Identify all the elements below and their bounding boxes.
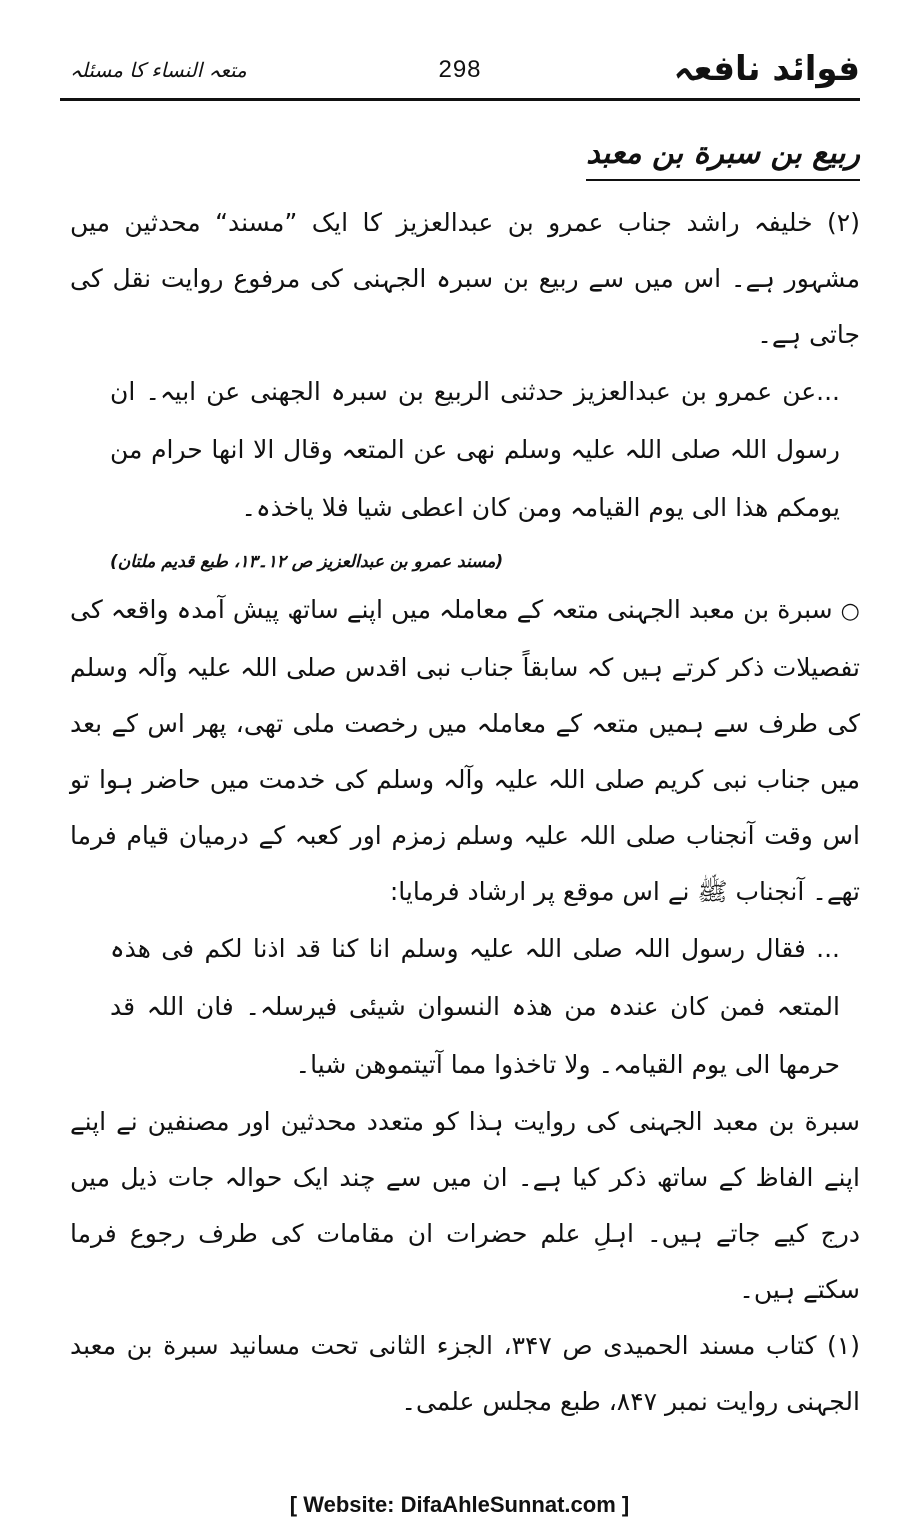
chapter-topic: متعہ النساء کا مسئلہ xyxy=(70,58,247,82)
section-title: ربیع بن سبرة بن معبد xyxy=(586,136,860,181)
bullet-circle-icon: ○ xyxy=(840,599,860,624)
reference-citation: (مسند عمرو بن عبدالعزیز ص ۱۲۔۱۳، طبع قدیم ملتان) xyxy=(110,552,504,572)
header-divider xyxy=(60,98,860,101)
paragraph-1: (۲) خلیفہ راشد جناب عمرو بن عبدالعزیز کا ایک ”مسند“ محدثین میں مشہور ہے۔ اس میں سے ربیع بن سبرہ الجہنی کی مرفوع روایت نقل کی جاتی ہے۔ xyxy=(70,208,860,349)
paragraph-2 xyxy=(70,582,860,920)
paragraph-4: (۱) کتاب مسند الحمیدی ص ۳۴۷، الجزء الثانی تحت مسانید سبرة بن معبد الجہنی روایت نمبر ۸۴۷، طبع مجلس علمی۔ xyxy=(70,1331,860,1416)
arabic-quote-1: ...عن عمرو بن عبدالعزیز حدثنی الربیع بن سبرہ الجھنی عن ابیہ۔ ان رسول اللہ صلی اللہ علیہ وسلم نھی عن المتعہ وقال الا انھا حرام من یومکم ھذا الی یوم القیامہ ومن کان اعطی شیا فلا یاخذہ۔ xyxy=(110,377,840,522)
page-body xyxy=(70,130,860,1430)
page-header xyxy=(60,40,860,96)
arabic-quote-2: ... فقال رسول اللہ صلی اللہ علیہ وسلم انا کنا قد اذنا لکم فی ھذہ المتعہ فمن کان عندہ من ھذہ النسوان شیئی فیرسلہ۔ فان اللہ قد حرمھا الی یوم القیامہ۔ ولا تاخذوا مما آتیتموھن شیا۔ xyxy=(110,934,840,1079)
page-number: 298 xyxy=(438,56,482,83)
paragraph-3: سبرة بن معبد الجہنی کی روایت ہذا کو متعدد محدثین اور مصنفین نے اپنے اپنے الفاظ کے ساتھ ذکر کیا ہے۔ ان میں سے چند ایک حوالہ جات ذیل میں درج کیے جاتے ہیں۔ اہلِ علم حضرات ان مقامات کی طرف رجوع فرما سکتے ہیں۔ xyxy=(70,1107,860,1304)
website-footer: [ Website: DifaAhleSunnat.com ] xyxy=(289,1492,630,1517)
book-title: فوائد نافعہ xyxy=(673,49,860,89)
paragraph-2-text: سبرة بن معبد الجہنی متعہ کے معاملہ میں اپنے ساتھ پیش آمدہ واقعہ کی تفصیلات ذکر کرتے ہیں کہ سابقاً جناب نبی اقدس صلی اللہ علیہ وآلہ وسلم کی طرف سے ہمیں متعہ کے معاملہ میں رخصت ملی تھی، پھر اس کے بعد میں جناب نبی کریم صلی اللہ علیہ وآلہ وسلم کی خدمت میں حاضر ہوا تو اس وقت آنجناب صلی اللہ علیہ وسلم زمزم اور کعبہ کے درمیان قیام فرما تھے۔ آنجناب ﷺ نے اس موقع پر ارشاد فرمایا: xyxy=(70,595,860,906)
